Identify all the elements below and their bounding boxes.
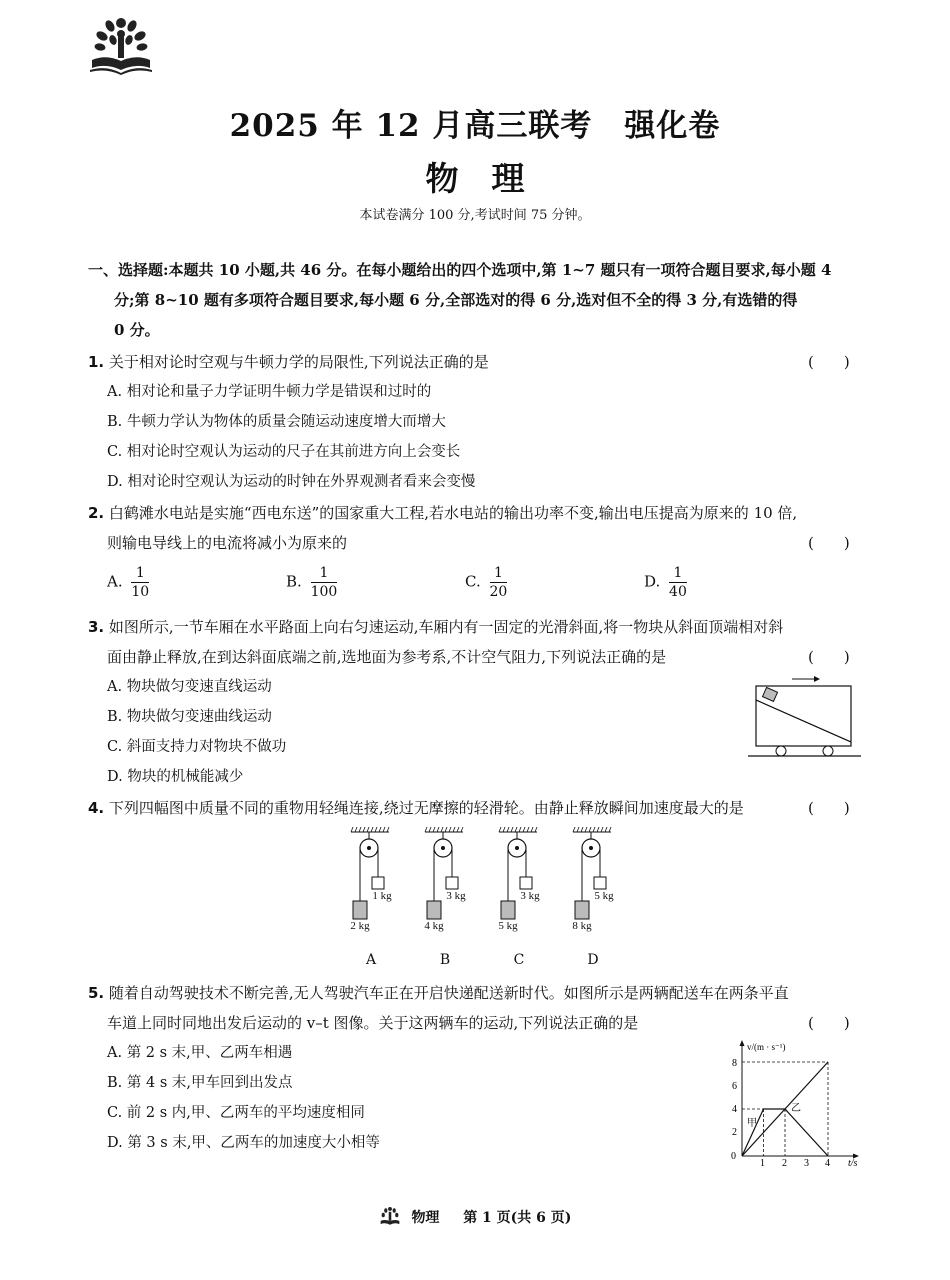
x-tick-label: 2 (782, 1158, 787, 1169)
question-4-stem (88, 797, 744, 819)
q5-option-b: B. 第 4 s 末,甲车回到出发点 (107, 1075, 293, 1091)
subject-title: 物 理 (425, 159, 525, 198)
q2-option-b (286, 564, 337, 601)
y-tick-label: 6 (732, 1081, 737, 1092)
numerator: 1 (131, 564, 149, 583)
answer-blank: ( ) (808, 1014, 850, 1032)
q1-option-c: C. 相对论时空观认为运动的尺子在其前进方向上会变长 (107, 444, 461, 460)
fraction (490, 564, 508, 601)
page-footer (0, 1206, 950, 1230)
exam-title: 2025 年 12 月高三联考 强化卷 (229, 108, 721, 144)
question-3-stem (88, 616, 783, 638)
question-number: 4. (88, 799, 105, 817)
question-5-stem-line2: 车道上同时同地出发后运动的 v–t 图像。关于这两辆车的运动,下列说法正确的是 (107, 1014, 639, 1032)
q5-option-d: D. 第 3 s 末,甲、乙两车的加速度大小相等 (107, 1135, 380, 1151)
right-mass-label: 3 kg (446, 890, 466, 902)
q1-option-d: D. 相对论时空观认为运动的时钟在外界观测者看来会变慢 (107, 474, 476, 490)
q2-option-d (644, 564, 687, 601)
denominator: 40 (669, 584, 687, 600)
question-2-stem (88, 502, 797, 524)
option-letter: B. (286, 572, 302, 591)
section-line-2: 分;第 8~10 题有多项符合题目要求,每小题 6 分,全部选对的得 6 分,选对但不全的得 3 分,有选错的得 (114, 291, 798, 309)
answer-blank: ( ) (808, 799, 850, 817)
q2-option-a (107, 564, 149, 601)
left-mass-label: 2 kg (350, 920, 370, 932)
footer-subject: 物理 (411, 1210, 440, 1226)
question-text: 如图所示,一节车厢在水平路面上向右匀速运动,车厢内有一固定的光滑斜面,将一物块从斜面顶端相对斜 (108, 618, 784, 636)
y-axis-label: v/(m · s⁻¹) (747, 1042, 786, 1052)
x-tick-label: 4 (825, 1158, 830, 1169)
left-mass-label: 8 kg (572, 920, 592, 932)
q1-option-b: B. 牛顿力学认为物体的质量会随运动速度增大而增大 (107, 414, 446, 430)
denominator: 20 (489, 584, 508, 600)
q3-option-d: D. 物块的机械能减少 (107, 769, 244, 785)
series-jia-label: 甲 (747, 1118, 757, 1129)
option-letter: C. (465, 572, 481, 591)
q1-option-a: A. 相对论和量子力学证明牛顿力学是错误和过时的 (107, 384, 432, 400)
question-text: 下列四幅图中质量不同的重物用轻绳连接,绕过无摩擦的轻滑轮。由静止释放瞬间加速度最大的是 (108, 799, 744, 817)
left-mass-label: 5 kg (498, 920, 518, 932)
denominator: 100 (310, 584, 338, 600)
q3-option-c: C. 斜面支持力对物块不做功 (107, 739, 287, 755)
q3-option-b: B. 物块做匀变速曲线运动 (107, 709, 272, 725)
question-2-stem-line2: 则输电导线上的电流将减小为原来的 (107, 534, 348, 552)
question-number: 1. (88, 353, 105, 371)
numerator: 1 (490, 564, 508, 583)
q5-option-a: A. 第 2 s 末,甲、乙两车相遇 (107, 1045, 293, 1061)
diagram-label: A (365, 952, 377, 968)
numerator: 1 (311, 564, 338, 583)
answer-blank: ( ) (808, 648, 850, 666)
x-tick-label: 1 (760, 1158, 765, 1169)
section-line-1: 一、选择题:本题共 10 小题,共 46 分。在每小题给出的四个选项中,第 1~7 题只有一项符合题目要求,每小题 4 (88, 261, 832, 279)
publisher-logo (88, 14, 154, 76)
section-line-3: 0 分。 (114, 321, 160, 339)
fraction (669, 564, 687, 601)
right-mass-label: 3 kg (520, 890, 540, 902)
question-5-stem (88, 982, 789, 1004)
question-text: 白鹤滩水电站是实施“西电东送”的国家重大工程,若水电站的输出功率不变,输出电压提高为原来的 10 倍, (108, 504, 798, 522)
y-tick-label: 8 (732, 1058, 737, 1069)
question-3-stem-line2: 面由静止释放,在到达斜面底端之前,选地面为参考系,不计空气阻力,下列说法正确的是 (107, 648, 667, 666)
q2-option-c (465, 564, 507, 601)
carriage-incline-figure (748, 674, 863, 764)
option-letter: A. (107, 572, 123, 591)
x-axis-label: t/s (848, 1158, 858, 1169)
x-tick-label: 3 (804, 1158, 809, 1169)
exam-note: 本试卷满分 100 分,考试时间 75 分钟。 (359, 208, 591, 223)
series-yi-label: 乙 (791, 1103, 801, 1114)
pulley-diagram-c (493, 826, 559, 976)
q5-option-c: C. 前 2 s 内,甲、乙两车的平均速度相同 (107, 1105, 365, 1121)
y-tick-label: 4 (732, 1104, 737, 1115)
right-mass-label: 1 kg (372, 890, 392, 902)
left-mass-label: 4 kg (424, 920, 444, 932)
footer-page-number: 第 1 页(共 6 页) (463, 1210, 572, 1226)
pulley-diagram-b (419, 826, 485, 976)
pulley-figures (345, 826, 625, 976)
question-text: 随着自动驾驶技术不断完善,无人驾驶汽车正在开启快递配送新时代。如图所示是两辆配送车在两条平直 (108, 984, 789, 1002)
diagram-label: B (439, 952, 451, 968)
y-tick-label: 0 (731, 1151, 736, 1162)
question-number: 5. (88, 984, 105, 1002)
question-number: 2. (88, 504, 105, 522)
footer-logo-icon (379, 1206, 401, 1230)
fraction (311, 564, 338, 601)
y-tick-label: 2 (732, 1127, 737, 1138)
fraction (131, 564, 149, 601)
diagram-label: C (513, 952, 525, 968)
option-letter: D. (644, 572, 661, 591)
denominator: 10 (131, 584, 150, 600)
numerator: 1 (669, 564, 687, 583)
question-1-stem (88, 351, 489, 373)
section-instructions (88, 255, 863, 345)
answer-blank: ( ) (808, 534, 850, 552)
question-text: 关于相对论时空观与牛顿力学的局限性,下列说法正确的是 (108, 353, 489, 371)
answer-blank: ( ) (808, 353, 850, 371)
diagram-label: D (587, 952, 599, 968)
pulley-diagram-a (345, 826, 411, 976)
vt-graph (725, 1038, 865, 1174)
question-number: 3. (88, 618, 105, 636)
pulley-diagram-d (567, 826, 633, 976)
q3-option-a: A. 物块做匀变速直线运动 (107, 679, 272, 695)
right-mass-label: 5 kg (594, 890, 614, 902)
